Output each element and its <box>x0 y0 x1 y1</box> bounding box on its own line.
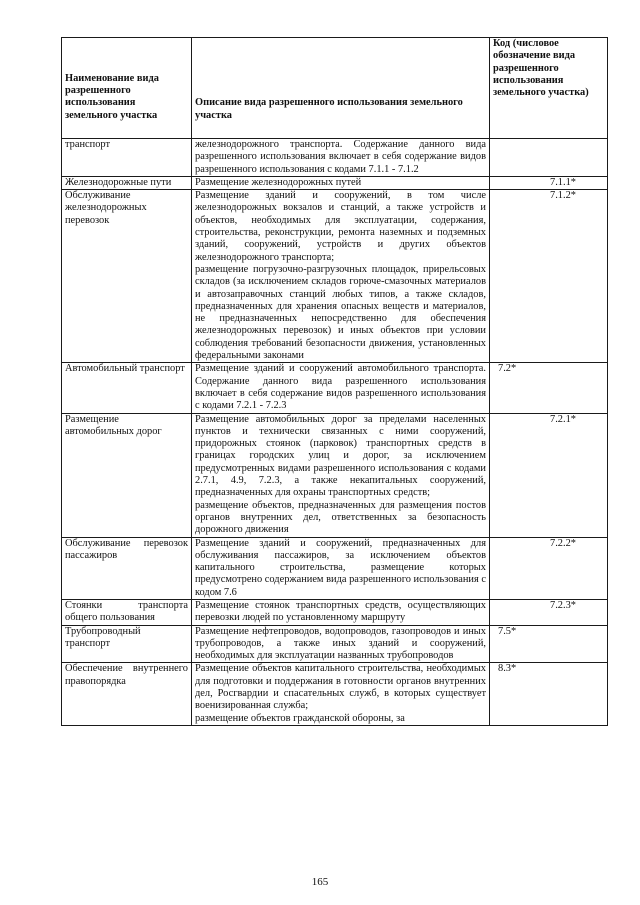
use-type-code: 7.1.2* <box>490 190 608 363</box>
use-type-name: Обеспечение внутреннего правопорядка <box>62 663 192 725</box>
use-type-code: 7.1.1* <box>490 176 608 189</box>
description-paragraph: железнодорожного транспорта. Содержание данного вида разрешенного использования включает в себя содержание видов разрешенного использования с кодами 7.1.1 - 7.1.2 <box>195 139 486 175</box>
use-type-description <box>192 663 490 725</box>
use-type-description <box>192 176 490 189</box>
description-paragraph: Размещение стоянок транспортных средств, осуществляющих перевозки людей по установленному маршруту <box>195 599 486 624</box>
table-row <box>62 625 608 663</box>
use-type-description <box>192 537 490 599</box>
header-code-cell: Код (числовое обозначение вида разрешенного использования земельного участка) <box>490 38 608 139</box>
table-row <box>62 139 608 177</box>
use-type-name: Размещение автомобильных дорог <box>62 413 192 537</box>
use-type-code: 7.2.3* <box>490 599 608 625</box>
use-type-name: Обслуживание железнодорожных перевозок <box>62 190 192 363</box>
header-description-cell: Описание вида разрешенного использования земельного участка <box>192 38 490 139</box>
table-row <box>62 363 608 413</box>
use-type-description <box>192 190 490 363</box>
table-row <box>62 599 608 625</box>
description-paragraph: размещение погрузочно-разгрузочных площадок, прирельсовых складов (за исключением складов горюче-смазочных материалов и автозаправочных станций любых типов, а также складов, предназначенных для хранения опасных веществ и материалов, не предназначенных непосредственно для обеспечения железнодорожных перевозок) и иных объектов при условии соблюдения требований безопасности движения, установленных федеральными законами <box>195 263 486 362</box>
description-paragraph: Размещение зданий и сооружений, в том числе железнодорожных вокзалов и станций, а также устройств и объектов, необходимых для эксплуатации, содержания, строительства, реконструкции, ремонта наземных и подземных зданий, сооружений, устройств и других объектов железнодорожного транспорта; <box>195 190 486 263</box>
description-paragraph: Размещение нефтепроводов, водопроводов, газопроводов и иных трубопроводов, а также иных зданий и сооружений, необходимых для эксплуатации названных трубопроводов <box>195 625 486 662</box>
use-type-code: 7.2.1* <box>490 413 608 537</box>
page-number: 165 <box>311 876 329 888</box>
use-type-name: Автомобильный транспорт <box>62 363 192 413</box>
use-type-name: Железнодорожные пути <box>62 176 192 189</box>
use-type-name: Трубопроводный транспорт <box>62 625 192 663</box>
table-body <box>62 139 608 726</box>
description-paragraph: Размещение зданий и сооружений автомобильного транспорта. Содержание данного вида разрешенного использования включает в себя содержание видов разрешенного использования с кодами 7.2.1 - 7.2.3 <box>195 363 486 412</box>
use-type-name: транспорт <box>62 139 192 177</box>
description-paragraph: размещение объектов, предназначенных для размещения постов органов внутренних дел, ответственных за безопасность дорожного движения <box>195 499 486 536</box>
table-row <box>62 537 608 599</box>
table-row <box>62 190 608 363</box>
description-paragraph: Размещение объектов капитального строительства, необходимых для подготовки и поддержания в готовности органов внутренних дел, Росгвардии и спасательных служб, в которых существует военизированная служба; <box>195 663 486 712</box>
description-paragraph: Размещение автомобильных дорог за пределами населенных пунктов и технически связанных с ними сооружений, придорожных стоянок (парковок) транспортных средств в границах городских улиц и дорог, за исключением предусмотренных видами разрешенного использования с кодами 2.7.1, 4.9, 7.2.3, а также некапитальных сооружений, предназначенных для охраны транспортных средств; <box>195 413 486 499</box>
table-row <box>62 663 608 725</box>
use-type-name: Стоянки транспорта общего пользования <box>62 599 192 625</box>
table-header-row <box>62 38 608 139</box>
table-row <box>62 176 608 189</box>
use-type-description <box>192 625 490 663</box>
land-use-table <box>61 37 608 726</box>
use-type-description <box>192 139 490 177</box>
description-paragraph: Размещение железнодорожных путей <box>195 176 362 188</box>
use-type-description <box>192 413 490 537</box>
use-type-description <box>192 363 490 413</box>
description-paragraph: размещение объектов гражданской обороны, за <box>195 712 405 724</box>
use-type-code: 7.2.2* <box>490 537 608 599</box>
header-name-cell: Наименование вида разрешенного использования земельного участка <box>62 38 192 139</box>
use-type-code: 8.3* <box>490 663 608 725</box>
use-type-description <box>192 599 490 625</box>
description-paragraph: Размещение зданий и сооружений, предназначенных для обслуживания пассажиров, за исключением объектов капитального строительства, размещение которых предусмотрено содержанием вида разрешенного использования с кодом 7.6 <box>195 537 486 598</box>
use-type-code <box>490 139 608 177</box>
use-type-name: Обслуживание перевозок пассажиров <box>62 537 192 599</box>
use-type-code: 7.5* <box>490 625 608 663</box>
table-row <box>62 413 608 537</box>
use-type-code: 7.2* <box>490 363 608 413</box>
